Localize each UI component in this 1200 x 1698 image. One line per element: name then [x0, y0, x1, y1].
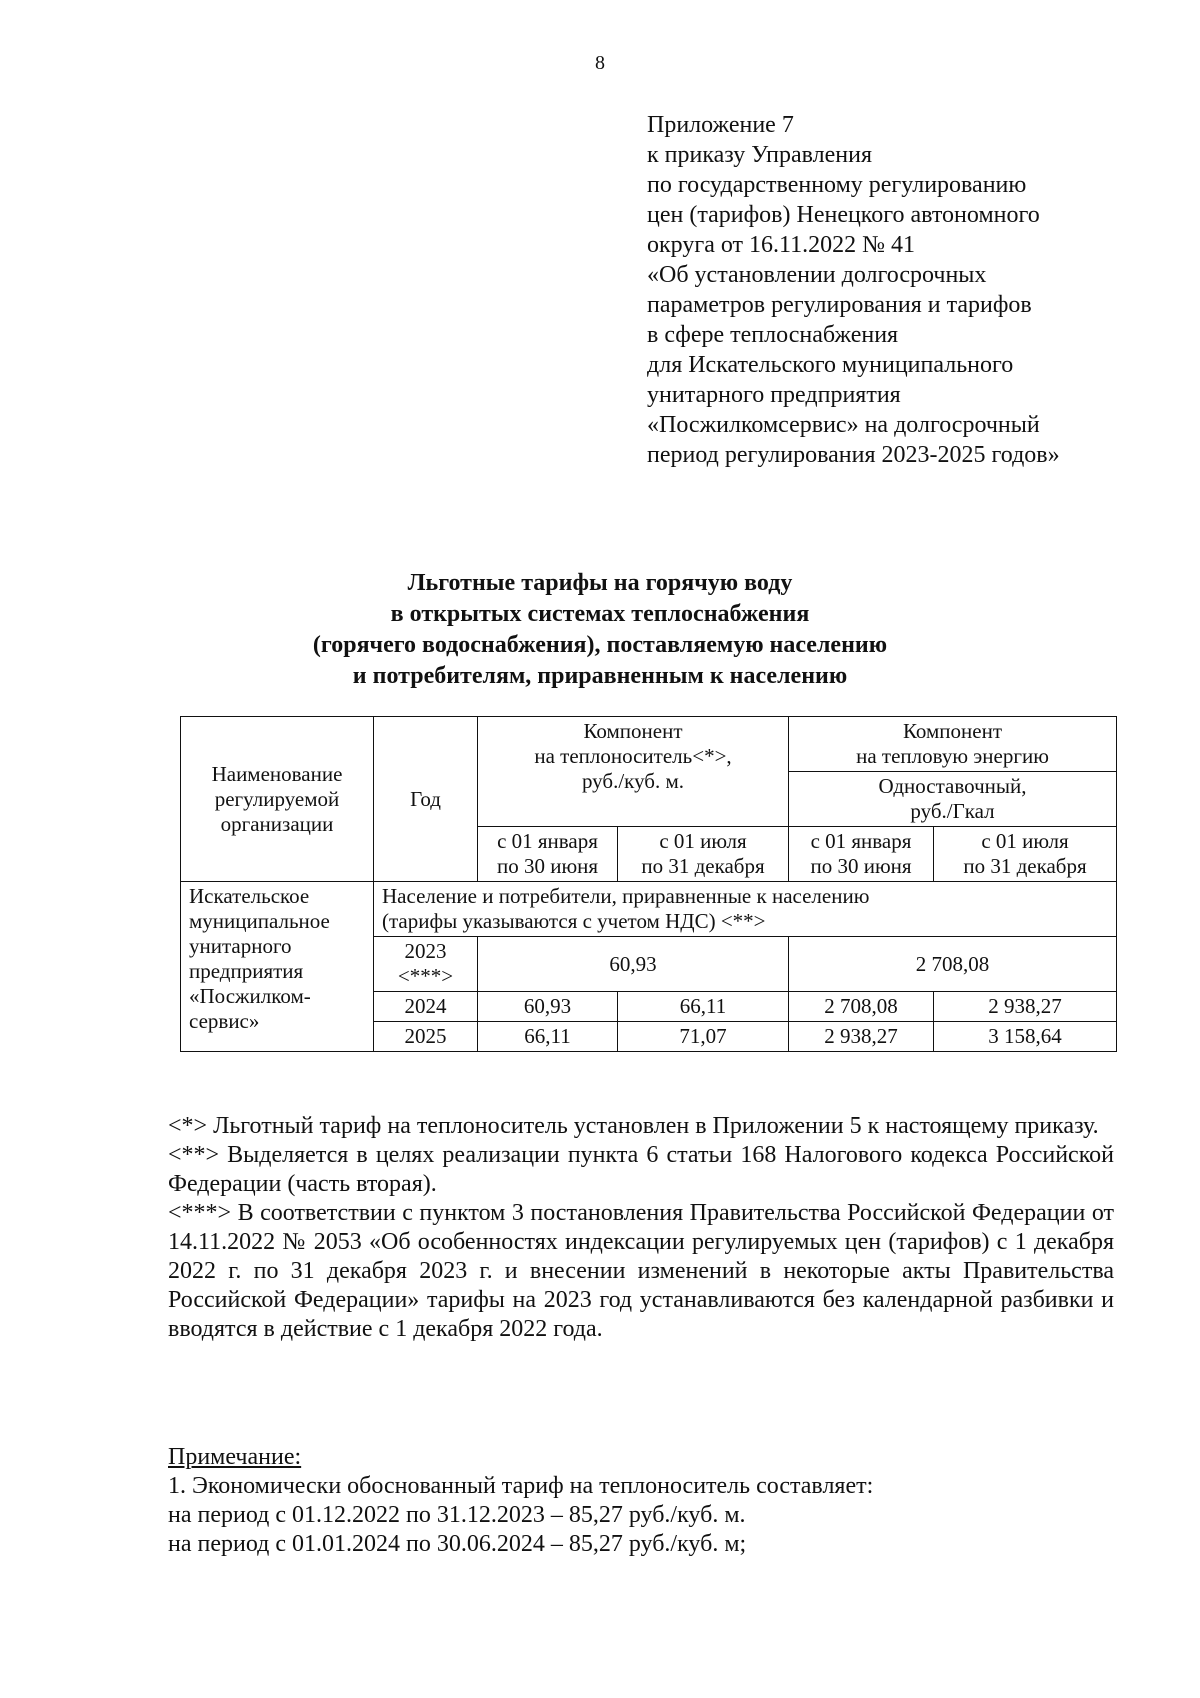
group-text: Население и потребители, приравненные к населению — [382, 884, 870, 908]
header-text: Одноставочный, — [878, 774, 1027, 798]
carrier-tariff-cell: 66,11 — [478, 1022, 618, 1052]
year-cell: 2025 — [374, 1022, 478, 1052]
appendix-line: период регулирования 2023-2025 годов» — [647, 442, 1060, 468]
header-text: по 30 июня — [496, 854, 599, 878]
appendix-line: унитарного предприятия — [647, 382, 901, 408]
energy-tariff-cell: 2 708,08 — [789, 992, 934, 1022]
note-section — [168, 1443, 1114, 1559]
organization-name: Искательское муниципальное унитарного предприятия «Посжилком-сервис» — [181, 882, 374, 1052]
header-period-jul-dec — [934, 827, 1117, 882]
page-number: 8 — [595, 52, 605, 74]
carrier-tariff-cell: 60,93 — [478, 992, 618, 1022]
appendix-line: цен (тарифов) Ненецкого автономного — [647, 202, 1040, 228]
header-text: по 30 июня — [810, 854, 912, 878]
note-line: 1. Экономически обоснованный тариф на теплоноситель составляет: — [168, 1473, 874, 1499]
title-line: и потребителям, приравненным к населению — [352, 663, 848, 689]
footnote: <*> Льготный тариф на теплоноситель установлен в Приложении 5 к настоящему приказу. — [168, 1113, 1099, 1139]
header-text: руб./Гкал — [910, 799, 995, 823]
note-title: Примечание: — [168, 1444, 302, 1470]
footnotes — [168, 1112, 1114, 1344]
energy-tariff-cell: 3 158,64 — [934, 1022, 1117, 1052]
energy-tariff-cell: 2 938,27 — [789, 1022, 934, 1052]
appendix-line: по государственному регулированию — [647, 172, 1027, 198]
header-period-jul-dec — [618, 827, 789, 882]
appendix-line: для Искательского муниципального — [647, 352, 1014, 378]
carrier-tariff-cell: 60,93 — [478, 937, 789, 992]
header-text: с 01 января — [810, 829, 912, 853]
table-header-row — [181, 717, 1117, 772]
appendix-line: Приложение 7 — [647, 112, 794, 138]
appendix-line: «Посжилкомсервис» на долгосрочный — [647, 412, 1040, 438]
appendix-line: «Об установлении долгосрочных — [647, 262, 987, 288]
header-year: Год — [374, 717, 478, 882]
appendix-line: параметров регулирования и тарифов — [647, 292, 1032, 318]
header-text: на теплоноситель<*>, — [534, 744, 732, 768]
year-text: 2023 — [404, 939, 447, 963]
header-period-jan-jun — [478, 827, 618, 882]
header-text: по 31 декабря — [641, 854, 765, 878]
energy-tariff-cell: 2 938,27 — [934, 992, 1117, 1022]
energy-tariff-cell: 2 708,08 — [789, 937, 1117, 992]
carrier-tariff-cell: 71,07 — [618, 1022, 789, 1052]
title-line: в открытых системах теплоснабжения — [390, 601, 810, 627]
header-carrier-component — [478, 717, 789, 827]
title-line: (горячего водоснабжения), поставляемую населению — [312, 632, 888, 658]
note-line: на период с 01.12.2022 по 31.12.2023 – 85,27 руб./куб. м. — [168, 1502, 746, 1528]
appendix-line: округа от 16.11.2022 № 41 — [647, 232, 916, 258]
header-text: на тепловую энергию — [856, 744, 1049, 768]
appendix-line: в сфере теплоснабжения — [647, 322, 899, 348]
footnote: <***> В соответствии с пунктом 3 постановления Правительства Российской Федерации от 14.11.2022 № 2053 «Об особенностях индексации регулируемых цен (тарифов) с 1 декабря 2022 г. по 31 декабря 2023 г. и внесении изменений в некоторые акты Правительства Российской Федерации» тарифы на 2023 год устанавливаются без календарной разбивки и вводятся в действие с 1 декабря 2022 года. — [168, 1200, 1114, 1342]
carrier-tariff-cell: 66,11 — [618, 992, 789, 1022]
tariff-table — [180, 716, 1117, 1052]
header-text: с 01 июля — [981, 829, 1069, 853]
header-text: Компонент — [902, 719, 1003, 743]
header-text: с 01 июля — [659, 829, 747, 853]
group-text: (тарифы указываются с учетом НДС) <**> — [382, 909, 766, 933]
appendix-reference — [647, 110, 1147, 470]
header-period-jan-jun — [789, 827, 934, 882]
year-cell — [374, 937, 478, 992]
header-text: по 31 декабря — [963, 854, 1087, 878]
table-row — [181, 882, 1117, 937]
title-line: Льготные тарифы на горячую воду — [407, 570, 793, 596]
header-energy-component — [789, 717, 1117, 772]
footnote-mark: <***> — [397, 964, 454, 988]
header-text: Компонент — [583, 719, 683, 743]
year-cell: 2024 — [374, 992, 478, 1022]
document-title — [0, 568, 1200, 692]
footnote: <**> Выделяется в целях реализации пункта 6 статьи 168 Налогового кодекса Российской Федерации (часть вторая). — [168, 1142, 1114, 1197]
header-organization: Наименование регулируемой организации — [181, 717, 374, 882]
consumer-group — [374, 882, 1117, 937]
appendix-line: к приказу Управления — [647, 142, 873, 168]
header-single-rate — [789, 772, 1117, 827]
header-text: руб./куб. м. — [581, 769, 685, 793]
header-text: с 01 января — [497, 829, 598, 853]
note-line: на период с 01.01.2024 по 30.06.2024 – 85,27 руб./куб. м; — [168, 1531, 747, 1557]
